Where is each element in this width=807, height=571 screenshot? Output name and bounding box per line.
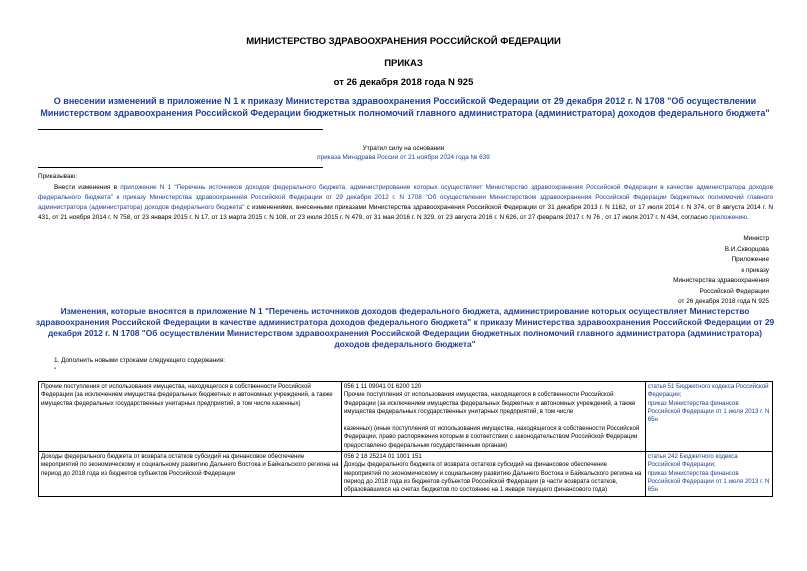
table-cell-desc: Прочие поступления от использования имущества, находящегося в собственности Российской Федерации (за исключением имущества федеральных бюджетных и автономных учреждений, а также имущества федеральных государственных унитарных предприятий, в том числе bbox=[343, 391, 636, 415]
intro-text-b: с изменениями, внесенными приказами Министерства здравоохранения Российской Федерации от 31 декабря 2013 г. N 1162, от 17 июля 2014 г. N 374, от 8 августа 2014 г. N 431, от 21 ноября 2014 г. N 758, от 23 января 2015 г. N 17, от 13 марта 2015 г. N 108, от 23 июля 2015 г. N 479, от 31 мая 2016 г. N 329, от 23 августа 2016 г. N 626, от 27 февраля 2017 г. N 76 , от 17 июля 2017 г. N 434, согласно bbox=[38, 204, 773, 221]
doc-type-heading: ПРИКАЗ bbox=[384, 58, 423, 69]
revenue-sources-table bbox=[38, 381, 773, 497]
intro-text-end: . bbox=[747, 214, 749, 221]
signature-block bbox=[673, 234, 769, 308]
quote-mark: " bbox=[54, 367, 57, 374]
lost-force-line1: Утратил силу на основании bbox=[362, 145, 445, 152]
separator-rule-2 bbox=[38, 167, 323, 168]
table-cell-name: Прочие поступления от использования имущества, находящегося в собственности Российской Федерации (за исключением имущества федеральных бюджетных и автономных учреждений, а также имущества федеральных государственных унитарных предприятий, в том числе казенных) bbox=[39, 382, 342, 452]
intro-link-prilozheniyu[interactable]: приложению bbox=[709, 214, 748, 221]
basis-link-minfin[interactable]: приказ Министерства финансов Российской Федерации от 1 июля 2013 г. N 65н bbox=[647, 399, 770, 424]
appendix-meta-line3: Министерства здравоохранения bbox=[673, 277, 769, 284]
signature-position: Министр bbox=[743, 235, 769, 242]
lost-force-notice bbox=[0, 144, 807, 162]
date-number-heading: от 26 декабря 2018 года N 925 bbox=[333, 77, 474, 88]
appendix-meta-line5: от 26 декабря 2018 года N 925 bbox=[678, 298, 769, 305]
basis-link-article[interactable]: статья 51 Бюджетного кодекса Российской Федерации; bbox=[647, 383, 769, 399]
item-1-text: 1. Дополнить новыми строками следующего содержания: bbox=[54, 357, 226, 364]
table-row bbox=[39, 452, 773, 496]
appendix-meta-line4: Российской Федерации bbox=[699, 287, 769, 295]
table-cell-code-desc bbox=[341, 452, 645, 496]
changes-heading bbox=[30, 306, 780, 350]
lost-force-link[interactable]: приказа Минздрава России от 21 ноября 2024 года № 639 bbox=[317, 154, 490, 161]
order-title-prefix: О внесении изменений в bbox=[53, 96, 168, 106]
order-intro-paragraph bbox=[38, 183, 773, 223]
table-cell-code-desc bbox=[341, 382, 645, 452]
changes-heading-prefix: Изменения, которые вносятся в bbox=[60, 306, 197, 316]
intro-link-appendix[interactable]: приложение N 1 "Перечень источников доходов федерального бюджета, администрирование которых осуществляет Министерство здравоохранения Российской Федерации в качестве администратора доходов федерального бюджета" к приказу Министерства здравоохранения Российской Федерации от 29 декабря 2012 г. N 1708 "Об осуществлении Министерством здравоохранения Российской Федерации бюджетных полномочий главного администратора (администратора) доходов федерального бюджета" bbox=[38, 184, 773, 211]
prikazyvayu-label: Приказываю: bbox=[38, 173, 78, 180]
signature-name: В.И.Скворцова bbox=[724, 245, 769, 253]
table-row bbox=[39, 382, 773, 452]
intro-text-a: Внести изменения в bbox=[54, 184, 121, 191]
order-title-link[interactable]: приложение N 1 к приказу Министерства здравоохранения Российской Федерации от 29 декабря 2012 г. N 1708 "Об осуществлении Министерством здравоохранения Российской Федерации бюджетных полномочий главного администратора (администратора) доходов федерального бюджета" bbox=[40, 96, 770, 118]
appendix-meta-line2: к приказу bbox=[741, 266, 769, 274]
basis-link-minfin[interactable]: приказ Министерства финансов Российской Федерации от 1 июля 2013 г. N 65н bbox=[647, 469, 770, 494]
table-cell-desc: Доходы федерального бюджета от возврата остатков субсидий на финансовое обеспечение мероприятий по экономическому и социальному развитию Дальнего Востока и Байкальского региона на период до 2018 года из бюджетов субъектов Российской Федерации (в части возврата остатков, образовавшихся на счетах бюджетов по состоянию на 1 января текущего финансового года) bbox=[343, 461, 642, 494]
appendix-meta-line1: Приложение bbox=[731, 256, 769, 263]
basis-link-article[interactable]: статья 242 Бюджетного кодекса Российской Федерации; bbox=[647, 453, 738, 469]
table-cell-code: 056 2 18 25214 01 1001 151 bbox=[343, 453, 422, 461]
ministry-heading: МИНИСТЕРСТВО ЗДРАВООХРАНЕНИЯ РОССИЙСКОЙ ФЕДЕРАЦИИ bbox=[246, 36, 561, 47]
changes-heading-link[interactable]: приложение N 1 "Перечень источников доходов федерального бюджета, администрирование которых осуществляет Министерство здравоохранения Российской Федерации в качестве администратора доходов федерального бюджета" к приказу Министерства здравоохранения Российской Федерации от 29 декабря 2012 г. N 1708 "Об осуществлении Министерством здравоохранения Российской Федерации бюджетных полномочий главного администратора (администратора) доходов федерального бюджета" bbox=[35, 306, 775, 349]
table-cell-code: 056 1 11 09041 01 6200 120 bbox=[343, 383, 422, 390]
table-cell-basis bbox=[645, 382, 772, 452]
table-cell-desc-continued: казенных) (иные поступления от использования имущества, находящегося в собственности Российской Федерации, право распоряжения которым в соответствии с законодательством Российской Федерации предоставлено федеральным государственным органам) bbox=[343, 425, 640, 449]
table-cell-basis bbox=[645, 452, 772, 496]
order-title bbox=[30, 95, 780, 119]
table-cell-name: Доходы федерального бюджета от возврата остатков субсидий на финансовое обеспечение мероприятий по экономическому и социальному развитию Дальнего Востока и Байкальского региона на период до 2018 года из бюджетов субъектов Российской Федерации bbox=[39, 452, 342, 496]
separator-rule bbox=[38, 129, 323, 130]
